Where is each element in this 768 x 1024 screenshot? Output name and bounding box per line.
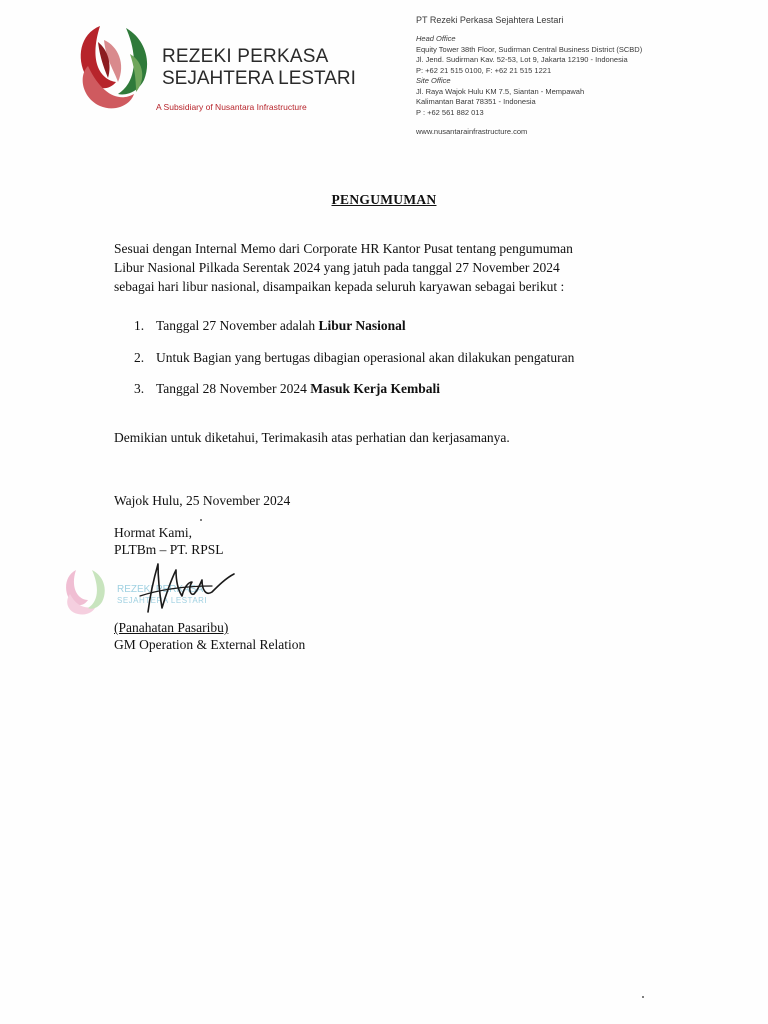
closing-sentence: Demikian untuk diketahui, Terimakasih atas perhatian dan kerjasamanya. (114, 430, 510, 445)
list-item-number: 3. (134, 381, 145, 396)
company-logo-icon (74, 20, 164, 112)
list-item-bold: Masuk Kerja Kembali (310, 381, 441, 396)
handwritten-signature (128, 556, 238, 618)
company-website: www.nusantarainfrastructure.com (416, 127, 528, 136)
stamp-logo-icon (62, 566, 114, 618)
site-office-line2: Kalimantan Barat 78351 - Indonesia (416, 97, 536, 106)
head-office-line2: Jl. Jend. Sudirman Kav. 52-53, Lot 9, Jakarta 12190 - Indonesia (416, 55, 628, 64)
place-date: Wajok Hulu, 25 November 2024 (114, 493, 291, 508)
intro-line: sebagai hari libur nasional, disampaikan kepada seluruh karyawan sebagai berikut : (114, 279, 565, 294)
regards-text: Hormat Kami, (114, 525, 192, 540)
list-item-number: 2. (134, 349, 145, 365)
head-office-label: Head Office (416, 34, 456, 43)
organization-text: PLTBm – PT. RPSL (114, 542, 224, 557)
document-title: PENGUMUMAN (331, 192, 437, 207)
company-address-block (416, 15, 642, 136)
list-item (134, 350, 574, 382)
stamp-line2: SEJAHTERA LESTARI (117, 596, 208, 605)
site-office-line1: Jl. Raya Wajok Hulu KM 7.5, Siantan - Mempawah (416, 86, 585, 96)
scan-speck (642, 996, 644, 998)
site-office-phone: P : +62 561 882 013 (416, 107, 484, 117)
logo-subsidiary: A Subsidiary of Nusantara Infrastructure (156, 102, 307, 112)
intro-paragraph (114, 239, 608, 296)
list-item (134, 381, 574, 413)
intro-line: Sesuai dengan Internal Memo dari Corporate HR Kantor Pusat tentang pengumuman (114, 241, 573, 256)
signer-name: (Panahatan Pasaribu) (114, 620, 229, 635)
list-item-text: Tanggal 27 November adalah (156, 318, 319, 333)
head-office-phone: P: +62 21 515 0100, F: +62 21 515 1221 (416, 65, 552, 75)
list-item-text: Tanggal 28 November 2024 (156, 381, 311, 396)
announcement-list (134, 318, 574, 413)
logo-name-line2: SEJAHTERA LESTARI (162, 68, 356, 89)
list-item-text: Untuk Bagian yang bertugas dibagian operasional akan dilakukan pengaturan (156, 349, 575, 365)
company-name: PT Rezeki Perkasa Sejahtera Lestari (416, 15, 564, 25)
intro-line: Libur Nasional Pilkada Serentak 2024 yang jatuh pada tanggal 27 November 2024 (114, 260, 560, 275)
signer-title: GM Operation & External Relation (114, 637, 306, 652)
list-item (134, 318, 574, 350)
head-office-line1: Equity Tower 38th Floor, Sudirman Central Business District (SCBD) (416, 44, 643, 54)
scan-speck (200, 519, 202, 521)
list-item-bold: Libur Nasional (318, 318, 406, 333)
site-office-label: Site Office (416, 76, 451, 85)
logo-name-line1: REZEKI PERKASA (162, 46, 329, 67)
sign-off-block (114, 524, 224, 558)
signer-block (114, 619, 305, 653)
list-item-number: 1. (134, 318, 145, 333)
stamp-line1: REZEKI PERKASA (117, 584, 204, 595)
